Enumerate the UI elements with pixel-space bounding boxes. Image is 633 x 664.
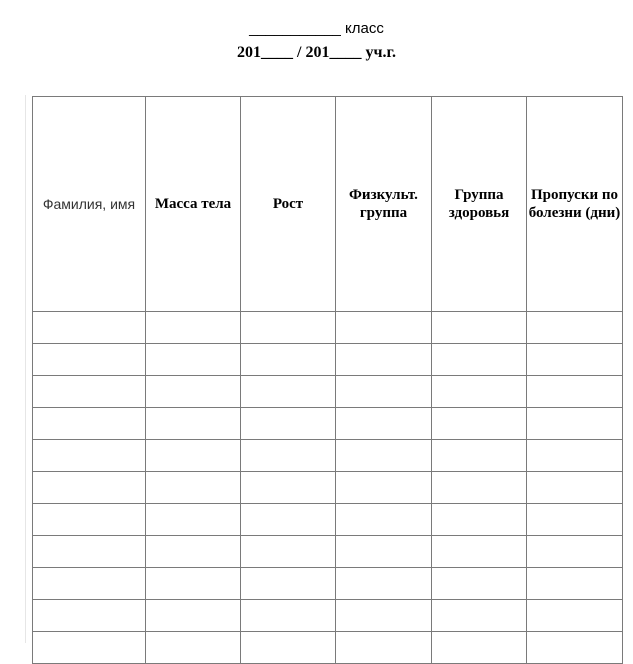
table-cell[interactable] — [432, 376, 527, 408]
table-row — [33, 536, 623, 568]
page-margin-line — [25, 95, 26, 643]
table-cell[interactable] — [432, 600, 527, 632]
table-cell[interactable] — [336, 440, 432, 472]
table-cell[interactable] — [241, 472, 336, 504]
table-cell[interactable] — [432, 472, 527, 504]
table-cell[interactable] — [432, 504, 527, 536]
table-cell[interactable] — [527, 312, 623, 344]
table-header-row — [33, 97, 623, 312]
table-cell[interactable] — [432, 568, 527, 600]
table-cell[interactable] — [527, 536, 623, 568]
table-cell[interactable] — [336, 632, 432, 664]
table-cell[interactable] — [527, 344, 623, 376]
table-cell[interactable] — [33, 312, 146, 344]
table-cell[interactable] — [33, 472, 146, 504]
table-cell[interactable] — [527, 440, 623, 472]
table-cell[interactable] — [336, 504, 432, 536]
table-cell[interactable] — [336, 472, 432, 504]
table-cell[interactable] — [146, 472, 241, 504]
health-journal-table — [32, 96, 623, 664]
table-cell[interactable] — [336, 344, 432, 376]
table-cell[interactable] — [527, 600, 623, 632]
table-row — [33, 568, 623, 600]
table-row — [33, 344, 623, 376]
table-cell[interactable] — [336, 536, 432, 568]
table-row — [33, 632, 623, 664]
column-header-height: Рост — [241, 97, 336, 312]
table-row — [33, 312, 623, 344]
table-cell[interactable] — [146, 376, 241, 408]
table-cell[interactable] — [241, 504, 336, 536]
table-cell[interactable] — [146, 568, 241, 600]
table-cell[interactable] — [241, 440, 336, 472]
table-cell[interactable] — [241, 312, 336, 344]
table-cell[interactable] — [33, 504, 146, 536]
table-cell[interactable] — [33, 440, 146, 472]
column-header-health-group: Группа здоровья — [432, 97, 527, 312]
table-cell[interactable] — [432, 536, 527, 568]
table-cell[interactable] — [336, 600, 432, 632]
table-cell[interactable] — [527, 568, 623, 600]
table-cell[interactable] — [432, 632, 527, 664]
table-cell[interactable] — [146, 312, 241, 344]
table-row — [33, 408, 623, 440]
table-cell[interactable] — [432, 312, 527, 344]
table-cell[interactable] — [336, 408, 432, 440]
table-cell[interactable] — [241, 568, 336, 600]
table-cell[interactable] — [146, 504, 241, 536]
table-cell[interactable] — [241, 536, 336, 568]
column-header-weight: Масса тела — [146, 97, 241, 312]
table-cell[interactable] — [146, 600, 241, 632]
table-cell[interactable] — [241, 376, 336, 408]
table-cell[interactable] — [527, 632, 623, 664]
table-cell[interactable] — [241, 600, 336, 632]
table-cell[interactable] — [527, 376, 623, 408]
table-cell[interactable] — [33, 600, 146, 632]
table-cell[interactable] — [33, 376, 146, 408]
table-row — [33, 600, 623, 632]
school-year-line: 201____ / 201____ уч.г. — [237, 44, 396, 61]
table-row — [33, 376, 623, 408]
table-cell[interactable] — [33, 632, 146, 664]
table-cell[interactable] — [146, 536, 241, 568]
table-cell[interactable] — [527, 504, 623, 536]
table-row — [33, 472, 623, 504]
table-cell[interactable] — [527, 472, 623, 504]
table-cell[interactable] — [336, 568, 432, 600]
table-row — [33, 440, 623, 472]
table-cell[interactable] — [241, 408, 336, 440]
table-cell[interactable] — [146, 408, 241, 440]
table-cell[interactable] — [241, 632, 336, 664]
column-header-sick-days: Пропуски по болезни (дни) — [527, 97, 623, 312]
table-cell[interactable] — [336, 376, 432, 408]
table-cell[interactable] — [33, 408, 146, 440]
table-cell[interactable] — [432, 344, 527, 376]
column-header-name: Фамилия, имя — [33, 97, 146, 312]
class-line: ___________ класс — [249, 20, 384, 37]
table-cell[interactable] — [432, 408, 527, 440]
table-cell[interactable] — [336, 312, 432, 344]
table-row — [33, 504, 623, 536]
table-cell[interactable] — [527, 408, 623, 440]
table-cell[interactable] — [432, 440, 527, 472]
table-cell[interactable] — [146, 344, 241, 376]
column-header-pe-group: Физкульт. группа — [336, 97, 432, 312]
table-cell[interactable] — [33, 568, 146, 600]
table-body — [33, 312, 623, 664]
table-cell[interactable] — [241, 344, 336, 376]
table-cell[interactable] — [146, 440, 241, 472]
table-cell[interactable] — [146, 632, 241, 664]
table-cell[interactable] — [33, 536, 146, 568]
table-cell[interactable] — [33, 344, 146, 376]
